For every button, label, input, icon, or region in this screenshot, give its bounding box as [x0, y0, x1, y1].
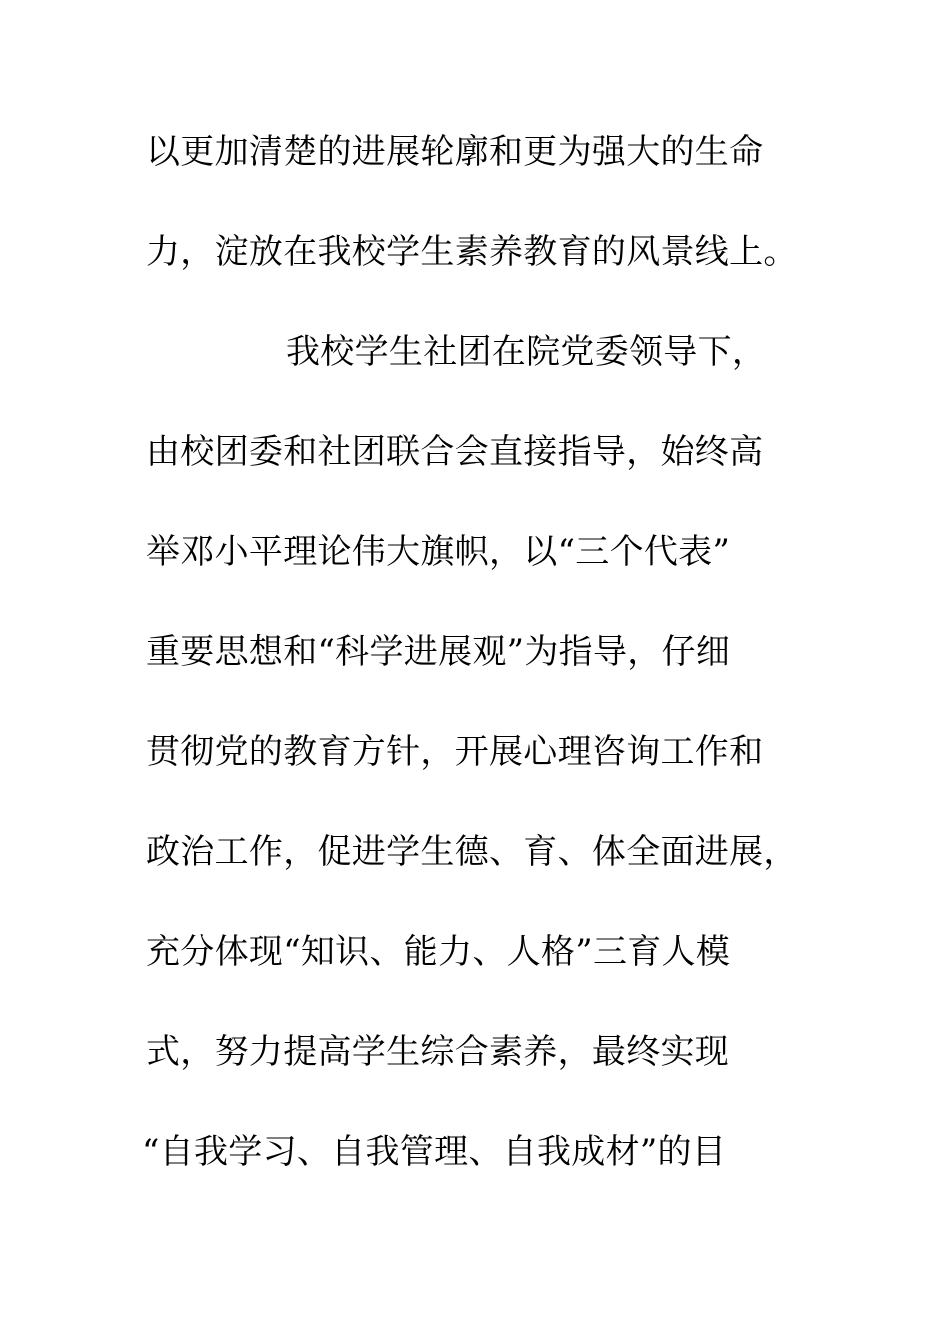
paragraph-line: “自我学习、自我管理、自我成材”的目 [142, 1132, 727, 1172]
paragraph-line: 重要思想和“科学进展观”为指导，仔细 [146, 632, 731, 672]
paragraph-line: 举邓小平理论伟大旗帜，以“三个代表” [146, 532, 731, 572]
paragraph-line: 式，努力提高学生综合素养，最终实现 [146, 1032, 730, 1072]
paragraph-line: 政治工作，促进学生德、育、体全面进展， [146, 832, 798, 872]
paragraph-line: 贯彻党的教育方针，开展心理咨询工作和 [146, 732, 764, 772]
paragraph-line-indented: 我校学生社团在院党委领导下， [286, 332, 767, 372]
paragraph-line: 由校团委和社团联合会直接指导，始终高 [146, 432, 764, 472]
paragraph-line: 充分体现“知识、能力、人格”三育人模 [146, 932, 731, 972]
paragraph-line: 以更加清楚的进展轮廓和更为强大的生命 [146, 132, 764, 172]
paragraph-line: 力，淀放在我校学生素养教育的风景线上。 [146, 232, 798, 272]
